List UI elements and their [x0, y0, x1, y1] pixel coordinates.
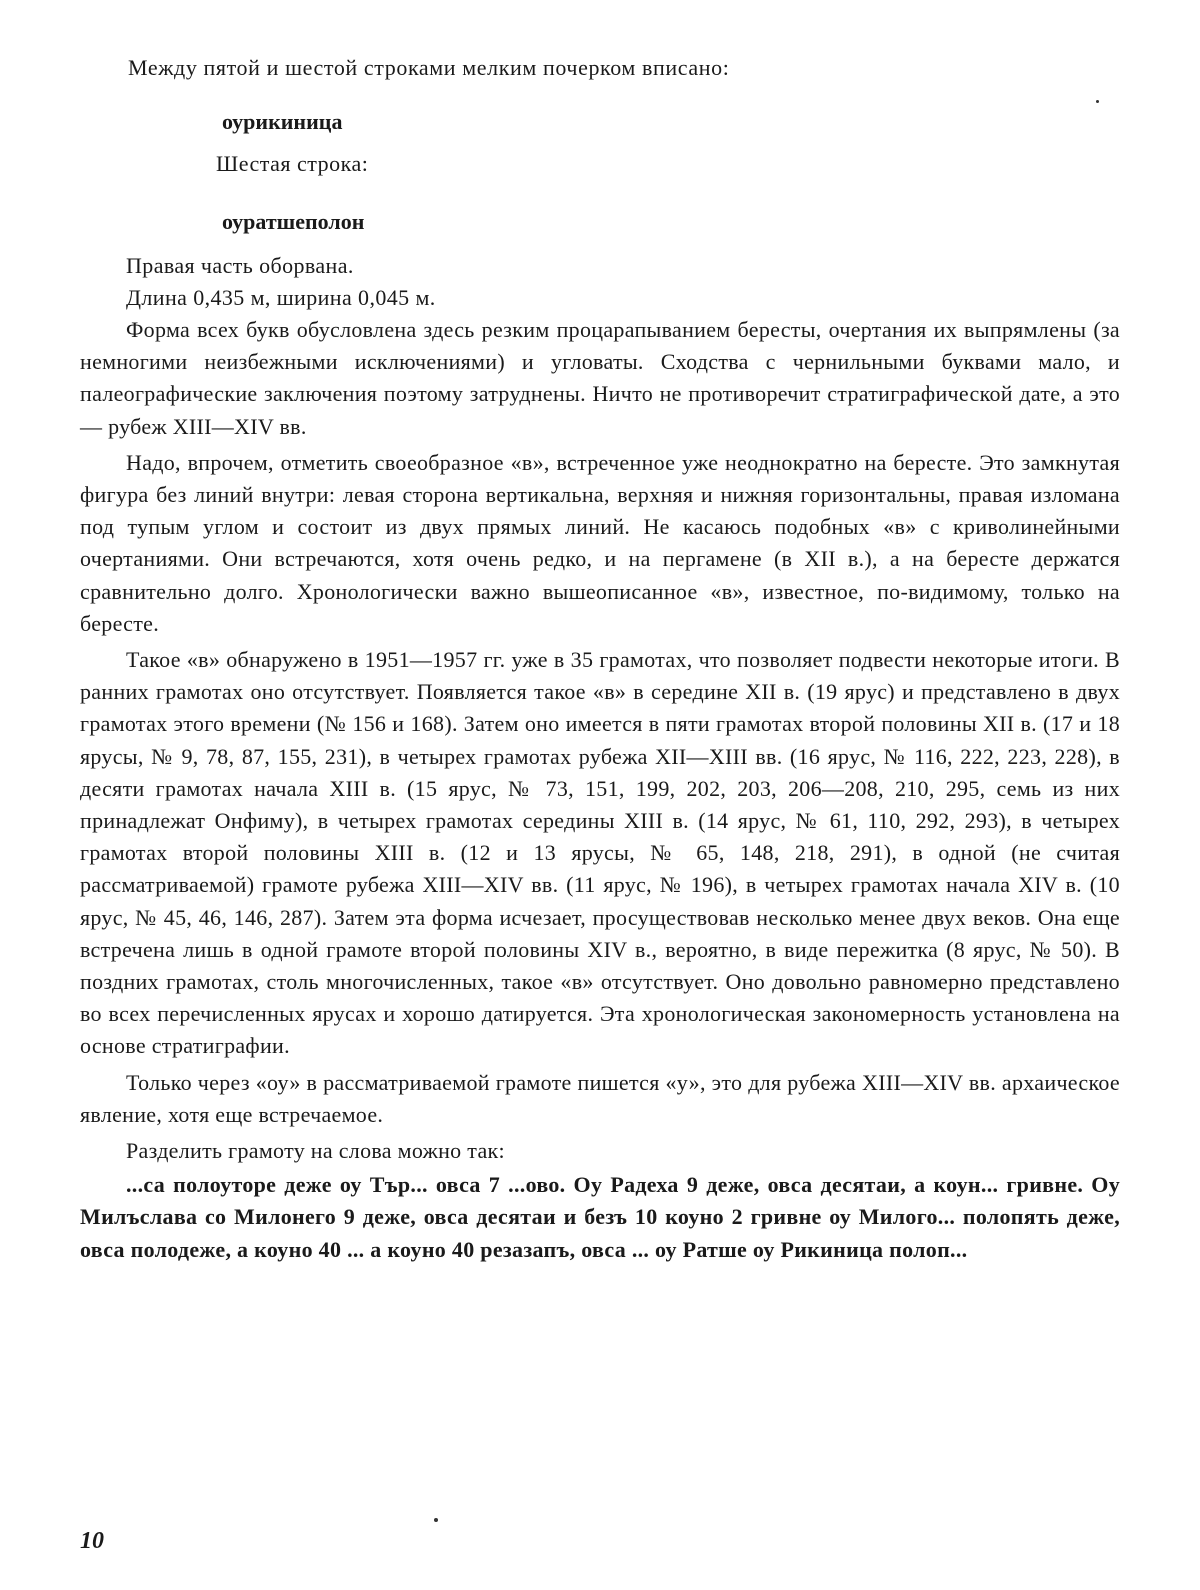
dimensions-note: Длина 0,435 м, ширина 0,045 м. [126, 285, 436, 310]
print-speck [1096, 100, 1099, 103]
right-part-note: Правая часть оборвана. [126, 253, 354, 278]
sixth-line-text: оуратшеполон [222, 209, 365, 234]
sixth-line-label: Шестая строка: [216, 151, 369, 176]
print-speck [434, 1518, 438, 1522]
paragraph-letter-form: Форма всех букв обусловлена здесь резким процарапыванием бересты, очертания их выпрямлены (за немногими неизбежными исключениями) и угловаты. Сходства с чернильными буквами мало, и палеографические заключения поэтому затруднены. Ничто не противоречит стратиграфической дате, а это — рубеж XIII—XIV вв. [80, 317, 1120, 439]
document-page [80, 52, 1120, 1266]
transcription-text: ...са полоуторе деже оу Тър... овса 7 ...ово. Оу Радеха 9 деже, овса десятаи, а коун... гривне. Оу Милъслава со Милонего 9 деже, овса десятаи и безъ 10 коуно 2 гривне оу Милого... полопять деже, овса полодеже, а коуно 40 ... а коуно 40 резазапъ, овса ... оу Ратше оу Рикиница полоп... [80, 1172, 1120, 1262]
page-number: 10 [80, 1528, 104, 1554]
paragraph-v-shape: Надо, впрочем, отметить своеобразное «в», встреченное уже неоднократно на бересте. Это замкнутая фигура без линий внутри: левая сторона вертикальна, верхняя и нижняя горизонтальны, правая изломана под тупым углом и состоит из двух прямых линий. Не касаюсь подобных «в» с криволинейными очертаниями. Они встречаются, хотя очень редко, и на пергамене (в XII в.), а на бересте держатся сравнительно долго. Хронологически важно вышеописанное «в», известное, по-видимому, только на бересте. [80, 449, 1120, 636]
intro-line: Между пятой и шестой строками мелким почерком вписано: [128, 55, 730, 80]
paragraph-v-statistics: Такое «в» обнаружено в 1951—1957 гг. уже в 35 грамотах, что позволяет подвести некоторые итоги. В ранних грамотах оно отсутствует. Появляется такое «в» в середине XII в. (19 ярус) и представлено в двух грамотах этого времени (№ 156 и 168). Затем оно имеется в пяти грамотах второй половины XII в. (17 и 18 ярусы, № 9, 78, 87, 155, 231), в четырех грамотах рубежа XII—XIII вв. (16 ярус, № 116, 222, 223, 228), в десяти грамотах начала XIII в. (15 ярус, № 73, 151, 199, 202, 203, 206—208, 210, 295, семь из них принадлежат Онфиму), в четырех грамотах середины XIII в. (14 ярус, № 61, 110, 292, 293), в четырех грамотах второй половины XIII в. (12 и 13 ярусы, № 65, 148, 218, 291), в одной (не считая рассматриваемой) грамоте рубежа XIII—XIV вв. (11 ярус, № 196), в четырех грамотах начала XIV в. (10 ярус, № 45, 46, 146, 287). Затем эта форма исчезает, просуществовав несколько менее двух веков. Она еще встречена лишь в одной грамоте второй половины XIV в., вероятно, в виде пережитка (8 ярус, № 50). В поздних грамотах, столь многочисленных, такое «в» отсутствует. Оно довольно равномерно представлено во всех перечисленных ярусах и хорошо датируется. Эта хронологическая закономерность установлена на основе стратиграфии. [80, 647, 1120, 1059]
paragraph-ou-note: Только через «оу» в рассматриваемой грамоте пишется «у», это для рубежа XIII—XIV вв. архаическое явление, хотя еще встречаемое. [80, 1069, 1120, 1127]
paragraph-word-division: Разделить грамоту на слова можно так: [126, 1138, 505, 1164]
inserted-word: оурикиница [222, 109, 343, 134]
